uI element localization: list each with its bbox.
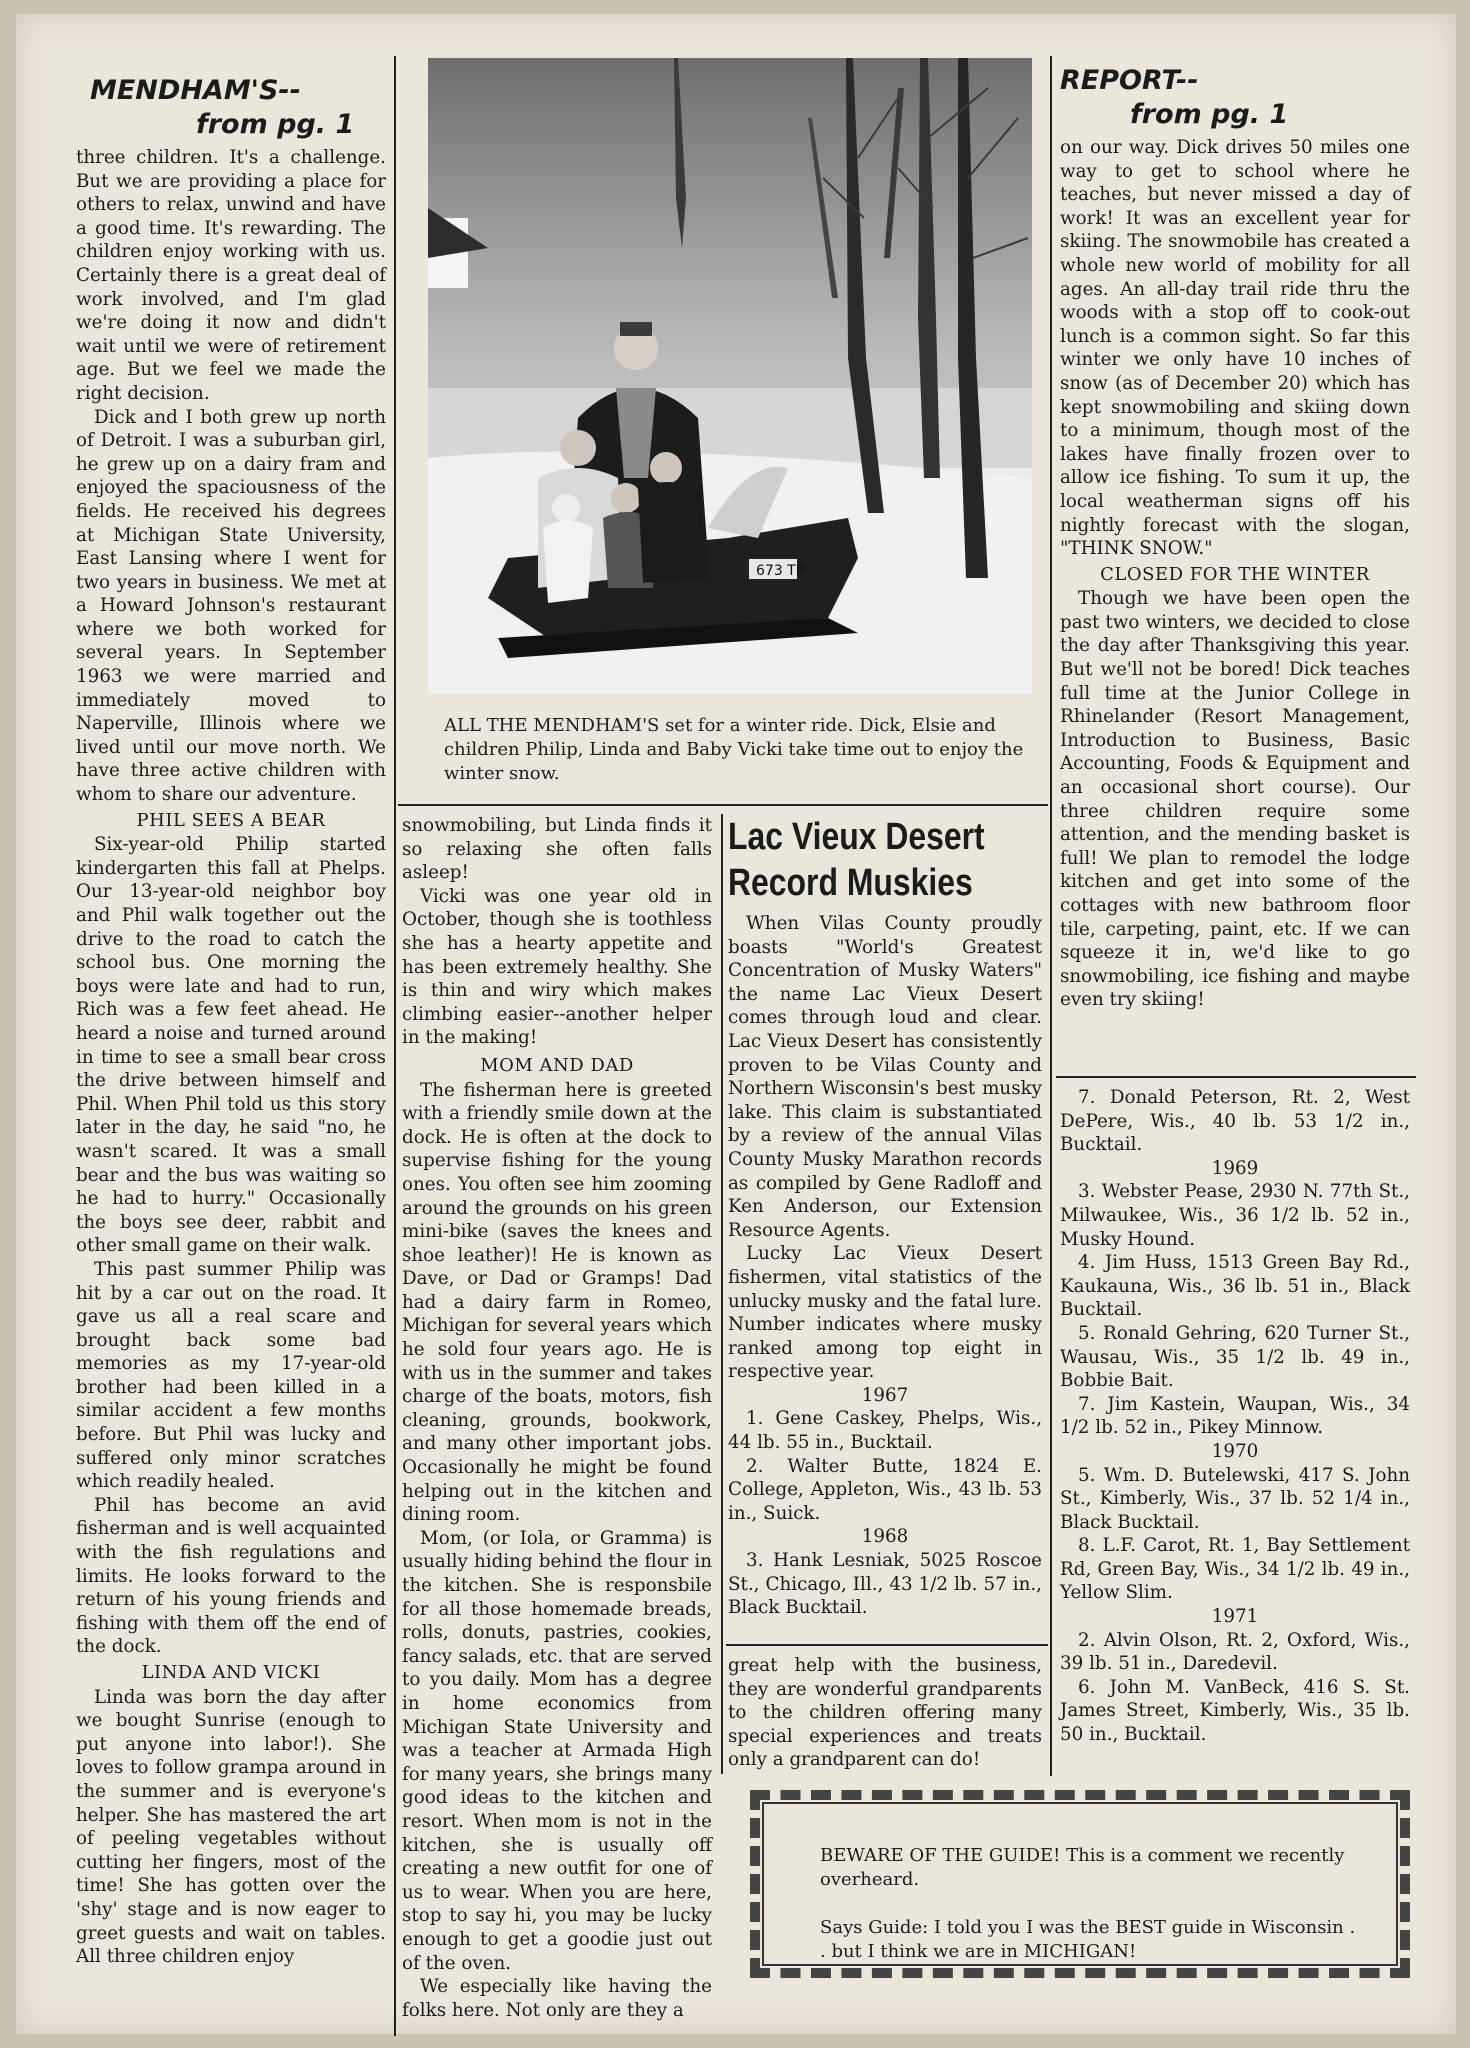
record-entry: 7. Donald Peterson, Rt. 2, West DePere, Wis., 40 lb. 53 1/2 in., Bucktail. <box>1060 1087 1410 1156</box>
report-column <box>1060 64 1410 1012</box>
record-entry: 8. L.F. Carot, Rt. 1, Bay Settlement Rd, Green Bay, Wis., 34 1/2 lb. 49 in., Yellow Slim. <box>1060 1535 1410 1604</box>
record-entry: 3. Webster Pease, 2930 N. 77th St., Milwaukee, Wis., 36 1/2 lb. 52 in., Musky Hound. <box>1060 1181 1410 1250</box>
body-paragraph: Six-year-old Philip started kindergarten this fall at Phelps. Our 13-year-old neighbor boy and Phil walk together out the drive to the road to catch the school bus. One morning the boys were late and had to run, Rich was a few feet ahead. He heard a noise and turned around in time to see a small bear cross the drive between himself and Phil. When Phil told us this story later in the day, he said "no, he wasn't scared. It was a small bear and the bus was waiting so he had to hurry." Occasionally the boys see deer, rabbit and other small game on their walk. <box>76 834 386 1257</box>
record-entry: 4. Jim Huss, 1513 Green Bay Rd., Kaukauna, Wis., 36 lb. 51 in., Black Bucktail. <box>1060 1252 1410 1321</box>
beware-line: Says Guide: I told you I was the BEST guide in Wisconsin . . but I think we are in MICHIGAN! <box>820 1917 1356 1962</box>
photo-caption: ALL THE MENDHAM'S set for a winter ride. Dick, Elsie and children Philip, Linda and Baby Vicki take time out to enjoy the winter snow. <box>444 715 1024 784</box>
record-entry: 7. Jim Kastein, Waupan, Wis., 34 1/2 lb. 52 in., Pikey Minnow. <box>1060 1393 1410 1439</box>
body-paragraph: Lucky Lac Vieux Desert fishermen, vital statistics of the unlucky musky and the fatal lure. Number indicates where musky ranked among top eight in respective year. <box>728 1243 1042 1383</box>
family-snowmobile-photo <box>428 58 1032 694</box>
subheading-mom-dad: MOM AND DAD <box>480 1054 634 1076</box>
column-rule <box>394 56 396 2036</box>
record-entry: 5. Wm. D. Butelewski, 417 S. John St., Kimberly, Wis., 37 lb. 52 1/4 in., Black Bucktail. <box>1060 1464 1410 1533</box>
lac-vieux-desert-article <box>728 814 1042 1620</box>
body-paragraph: The fisherman here is greeted with a friendly smile down at the dock. He is often at the dock to supervise fishing for the young ones. You often see him zooming around the grounds on his green mini-bike (saves the knees and shoe leather)! He is known as Dave, or Dad or Gramps! Dad had a dairy farm in Romeo, Michigan for several years which he sold four years ago. He is with us in the summer and takes charge of the boats, motors, fish cleaning, grounds, bookwork, and many other important jobs. Occasionally he might be found helping out in the kitchen and dining room. <box>402 1079 712 1526</box>
record-entry: 1. Gene Caskey, Phelps, Wis., 44 lb. 55 in., Bucktail. <box>728 1408 1042 1454</box>
musky-records-list <box>1060 1086 1410 1747</box>
mendham-continuation <box>728 1654 1042 1772</box>
beware-text <box>820 1844 1360 1988</box>
body-paragraph: Though we have been open the past two winters, we decided to close the day after Thanksgiving this year. But we'll not be bored! Dick teaches full time at the Junior College in Rhinelander (Resort Management, Introduction to Business, Basic Accounting, Foods & Equipment and an occasional short course). Our three children require some attention, and the mending basket is full! We plan to remodel the lodge kitchen and get into some of the cottages with new bathroom floor tile, carpeting, paint, etc. If we can squeeze it in, we'd like to go snowmobiling, ice fishing and maybe even try skiing! <box>1060 588 1410 1011</box>
plate-number: 673 TP <box>756 563 805 579</box>
report-kicker-from: from pg. 1 <box>1130 99 1289 130</box>
body-paragraph: Linda was born the day after we bought Sunrise (enough to put anyone into labor!). She loves to follow grampa around in the summer and is everyone's helper. She has mastered the art of peeling vegetables without cutting her fingers, most of the time! She has gotten over the 'shy' stage and is now eager to greet guests and wait on tables. All three children enjoy <box>76 1686 386 1968</box>
subheading-closed: CLOSED FOR THE WINTER <box>1100 563 1370 585</box>
article-headline: Record Muskies <box>728 862 973 904</box>
year-heading: 1969 <box>1211 1157 1259 1179</box>
section-rule <box>398 804 1048 806</box>
newsletter-page <box>16 14 1456 2034</box>
subheading-phil: PHIL SEES A BEAR <box>136 809 326 831</box>
photo-illustration <box>428 58 1032 694</box>
article-headline: Lac Vieux Desert <box>728 816 985 858</box>
body-paragraph: This past summer Philip was hit by a car out on the road. It gave us all a real scare and brought back some bad memories as my 17-year-old brother had been killed in a similar accident a few months before. But Phil was lucky and suffered only minor scratches which readily healed. <box>76 1258 386 1493</box>
body-paragraph: snowmobiling, but Linda finds it so relaxing she often falls asleep! <box>402 815 712 884</box>
subheading-linda: LINDA AND VICKI <box>141 1662 321 1683</box>
mendham-column-1 <box>76 74 386 1969</box>
section-rule <box>1056 1076 1416 1078</box>
beware-of-guide-box <box>750 1790 1410 1978</box>
body-paragraph: We especially like having the folks here. Not only are they a <box>402 1976 712 2021</box>
body-paragraph: Phil has become an avid fisherman and is well acquainted with the fish regulations and limits. He looks forward to the return of his young friends and fishing with them off the end of the dock. <box>76 1494 386 1658</box>
mendham-kicker-from: from pg. 1 <box>196 109 355 140</box>
record-entry: 5. Ronald Gehring, 620 Turner St., Wausau, Wis., 35 1/2 lb. 49 in., Bobbie Bait. <box>1060 1322 1410 1392</box>
body-paragraph: Dick and I both grew up north of Detroit. I was a suburban girl, he grew up on a dairy fram and enjoyed the spaciousness of the fields. He received his degrees at Michigan State University, East Lansing where I went for two years in business. We met at a Howard Johnson's restaurant where we both worked for several years. In September 1963 we were married and immediately moved to Naperville, Illinois where we lived until our move north. We have three active children with whom to share our adventure. <box>76 406 386 806</box>
record-entry: 2. Walter Butte, 1824 E. College, Appleton, Wis., 43 lb. 53 in., Suick. <box>728 1455 1042 1524</box>
column-rule <box>1050 56 1052 1776</box>
body-paragraph: three children. It's a challenge. But we are providing a place for others to relax, unwind and have a good time. It's rewarding. The children enjoy working with us. Certainly there is a great deal of work involved, and I'm glad we're doing it now and didn't wait until we were of retirement age. But we feel we made the right decision. <box>76 147 386 404</box>
record-entry: 3. Hank Lesniak, 5025 Roscoe St., Chicago, Ill., 43 1/2 lb. 57 in., Black Bucktail. <box>728 1550 1042 1619</box>
year-heading: 1968 <box>861 1526 909 1548</box>
year-heading: 1967 <box>861 1384 909 1406</box>
mendham-kicker: MENDHAM'S-- <box>90 75 301 106</box>
body-paragraph: great help with the business, they are wonderful grandparents to the children offering many special experiences and treats only a grandparent can do! <box>728 1655 1042 1771</box>
record-entry: 2. Alvin Olson, Rt. 2, Oxford, Wis., 39 lb. 51 in., Daredevil. <box>1060 1629 1410 1675</box>
column-rule <box>721 814 723 1774</box>
year-heading: 1970 <box>1211 1440 1259 1462</box>
report-kicker: REPORT-- <box>1060 65 1199 96</box>
year-heading: 1971 <box>1211 1606 1259 1628</box>
body-paragraph: When Vilas County proudly boasts "World's Greatest Concentration of Musky Waters" the name Lac Vieux Desert comes through loud and clear. Lac Vieux Desert has consistently proven to be Vilas County and Northern Wisconsin's best musky lake. This claim is substantiated by a review of the annual Vilas County Musky Marathon records as compiled by Gene Radloff and Ken Anderson, our Extension Resource Agents. <box>728 913 1042 1241</box>
body-paragraph: Mom, (or Iola, or Gramma) is usually hiding behind the flour in the kitchen. She is responsbile for all those homemade breads, rolls, donuts, pastries, cookies, fancy salads, etc. that are served to you daily. Mom has a degree in home economics from Michigan State University and was a teacher at Armada High for many years, she brings many good ideas to the kitchen and resort. When mom is not in the kitchen, she is usually off creating a new outfit for one of us to wear. When you are here, stop to say hi, you may be lucky enough to get a goodie just out of the oven. <box>402 1527 712 1974</box>
record-entry: 6. John M. VanBeck, 416 S. St. James Street, Kimberly, Wis., 35 lb. 50 in., Bucktail. <box>1060 1676 1410 1746</box>
beware-line: BEWARE OF THE GUIDE! This is a comment we recently overheard. <box>820 1845 1345 1890</box>
section-rule <box>726 1644 1048 1646</box>
mendham-column-2 <box>402 814 712 2022</box>
body-paragraph: Vicki was one year old in October, though she is toothless she has a hearty appetite and has been extremely healthy. She is thin and wiry which makes climbing easier--another helper in the making! <box>402 885 712 1049</box>
body-paragraph: on our way. Dick drives 50 miles one way to get to school where he teaches, but never missed a day of work! It was an excellent year for skiing. The snowmobile has created a whole new world of mobility for all ages. An all-day trail ride thru the woods with a stop off to cook-out lunch is a common sight. So far this winter we only have 10 inches of snow (as of December 20) which has kept snowmobiling and skiing down to a minimum, though most of the lakes have finally frozen over to allow ice fishing. To sum it up, the local weatherman signs off his nightly forecast with the slogan, "THINK SNOW." <box>1060 137 1410 560</box>
